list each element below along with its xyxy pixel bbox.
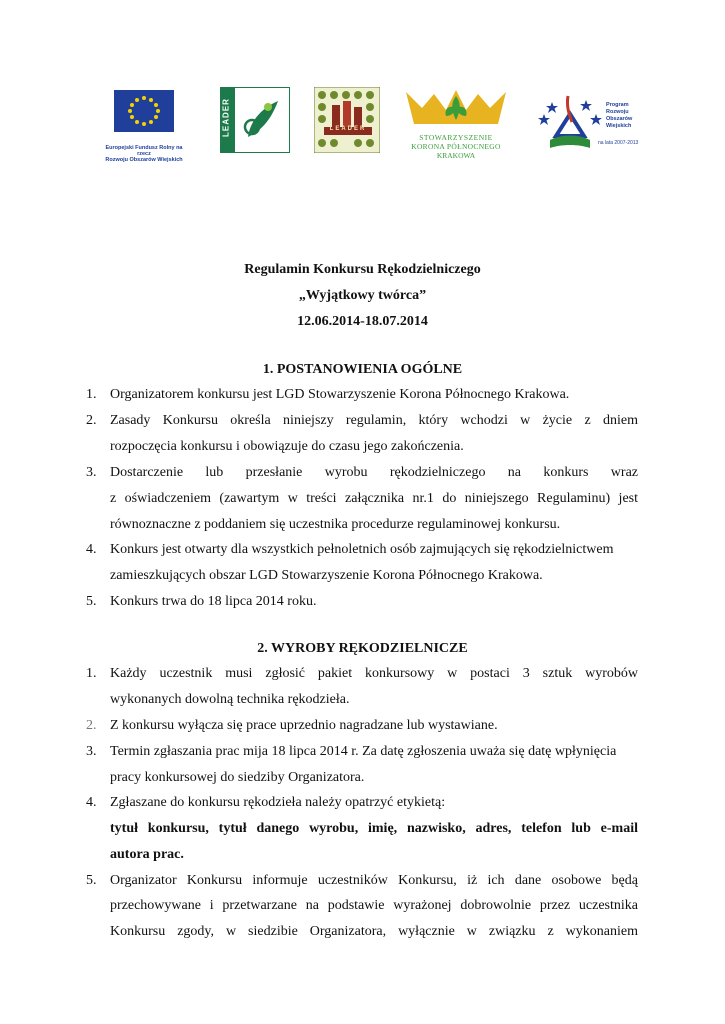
prow-emblem-icon <box>536 92 604 154</box>
list-item-line: Dostarczenie lub przesłanie wyrobu rękodzielniczego na konkurs wraz <box>110 465 638 480</box>
leader-logo-green <box>220 87 290 153</box>
list-item-number: 5. <box>86 873 97 888</box>
list-item-line: Konkurs trwa do 18 lipca 2014 roku. <box>110 594 317 609</box>
list-item-line: Organizatorem konkursu jest LGD Stowarzyszenie Korona Północnego Krakowa. <box>110 387 570 402</box>
list-item-number: 1. <box>86 387 97 402</box>
list-item-number: 3. <box>86 744 97 759</box>
prow-line-2: Rozwoju <box>606 109 629 115</box>
list-item-line: Z konkursu wyłącza się prace uprzednio nagradzane lub wystawiane. <box>110 718 498 733</box>
list-item-number: 2. <box>86 718 97 733</box>
prow-line-4: Wiejskich <box>606 123 632 129</box>
list-item-line: zamieszkujących obszar LGD Stowarzyszenie Korona Północnego Krakowa. <box>110 568 543 583</box>
prow-logo <box>536 92 640 156</box>
section-1-heading: 1. POSTANOWIENIA OGÓLNE <box>262 362 463 377</box>
prow-line-3: Obszarów <box>606 116 633 122</box>
list-item-line: Organizator Konkursu informuje uczestników Konkursu, iż ich dane osobowe będą <box>110 873 638 888</box>
list-item-line: pracy konkursowej do siedziby Organizatora. <box>110 770 365 785</box>
list-item-line: Konkursu zgody, w siedzibie Organizatora, wyłącznie w związku z wykonaniem <box>110 924 638 939</box>
eu-flag-icon <box>98 90 190 134</box>
list-item-line: rozpoczęcia konkursu i obowiązuje do czasu jego zakończenia. <box>110 439 464 454</box>
prow-caption <box>606 102 632 130</box>
list-item-number: 3. <box>86 465 97 480</box>
leader-pattern-icon <box>314 87 380 153</box>
prow-line-1: Program <box>606 102 629 108</box>
list-item-line: przechowywane i przetwarzane na podstawie wyrażonej dobrowolnie przez uczestnika <box>110 898 638 913</box>
korona-line-1: STOWARZYSZENIE <box>419 133 493 142</box>
list-item-line: równoznaczne z poddaniem się uczestnika procedurze regulaminowej konkursu. <box>110 517 561 532</box>
document-dates: 12.06.2014-18.07.2014 <box>297 314 428 329</box>
prow-line-5: na lata 2007-2013 <box>598 140 639 146</box>
list-item-line: Konkurs jest otwarty dla wszystkich pełnoletnich osób zajmujących się rękodzielnictwem <box>110 542 614 557</box>
korona-logo <box>400 86 512 158</box>
korona-line-3: KRAKOWA <box>436 151 476 160</box>
eu-caption-2: Rozwoju Obszarów Wiejskich <box>105 157 183 163</box>
document-subtitle: „Wyjątkowy twórca” <box>298 288 427 303</box>
leader-logo-green-text: LEADER <box>221 98 231 137</box>
section-2-heading: 2. WYROBY RĘKODZIELNICZE <box>257 641 468 656</box>
list-item-line: wykonanych dowolną technika rękodzieła. <box>110 692 350 707</box>
list-item-line: Każdy uczestnik musi zgłosić pakiet konkursowy w postaci 3 sztuk wyrobów <box>110 666 638 681</box>
list-item-line: Zgłaszane do konkursu rękodzieła należy opatrzyć etykietą: <box>110 795 446 810</box>
list-item-line: z oświadczeniem (zawartym w treści załącznika nr.1 do niniejszego Regulaminu) jest <box>110 491 638 506</box>
crown-icon <box>400 86 512 128</box>
list-item-line-bold: autora prac. <box>110 847 184 862</box>
document-title: Regulamin Konkursu Rękodzielniczego <box>244 262 481 277</box>
list-item-number: 5. <box>86 594 97 609</box>
eu-logo <box>98 90 190 163</box>
list-item-line: Termin zgłaszania prac mija 18 lipca 2014 r. Za datę zgłoszenia uważa się datę wpłynięcia <box>110 744 617 759</box>
list-item-number: 4. <box>86 795 97 810</box>
list-item-number: 2. <box>86 413 97 428</box>
eu-caption-1: Europejski Fundusz Rolny na rzecz <box>105 145 183 157</box>
list-item-number: 4. <box>86 542 97 557</box>
logo-bar <box>0 84 725 164</box>
list-item-line-bold: tytuł konkursu, tytuł danego wyrobu, imię, nazwisko, adres, telefon lub e-mail <box>110 821 638 836</box>
leader-leaf-icon <box>220 87 290 153</box>
leader-logo-pattern <box>314 87 380 153</box>
leader-logo-pattern-text: LEADER <box>329 126 367 132</box>
list-item-line: Zasady Konkursu określa niniejszy regulamin, który wchodzi w życie z dniem <box>110 413 638 428</box>
korona-line-2: KORONA PÓŁNOCNEGO <box>411 142 501 151</box>
list-item-number: 1. <box>86 666 97 681</box>
